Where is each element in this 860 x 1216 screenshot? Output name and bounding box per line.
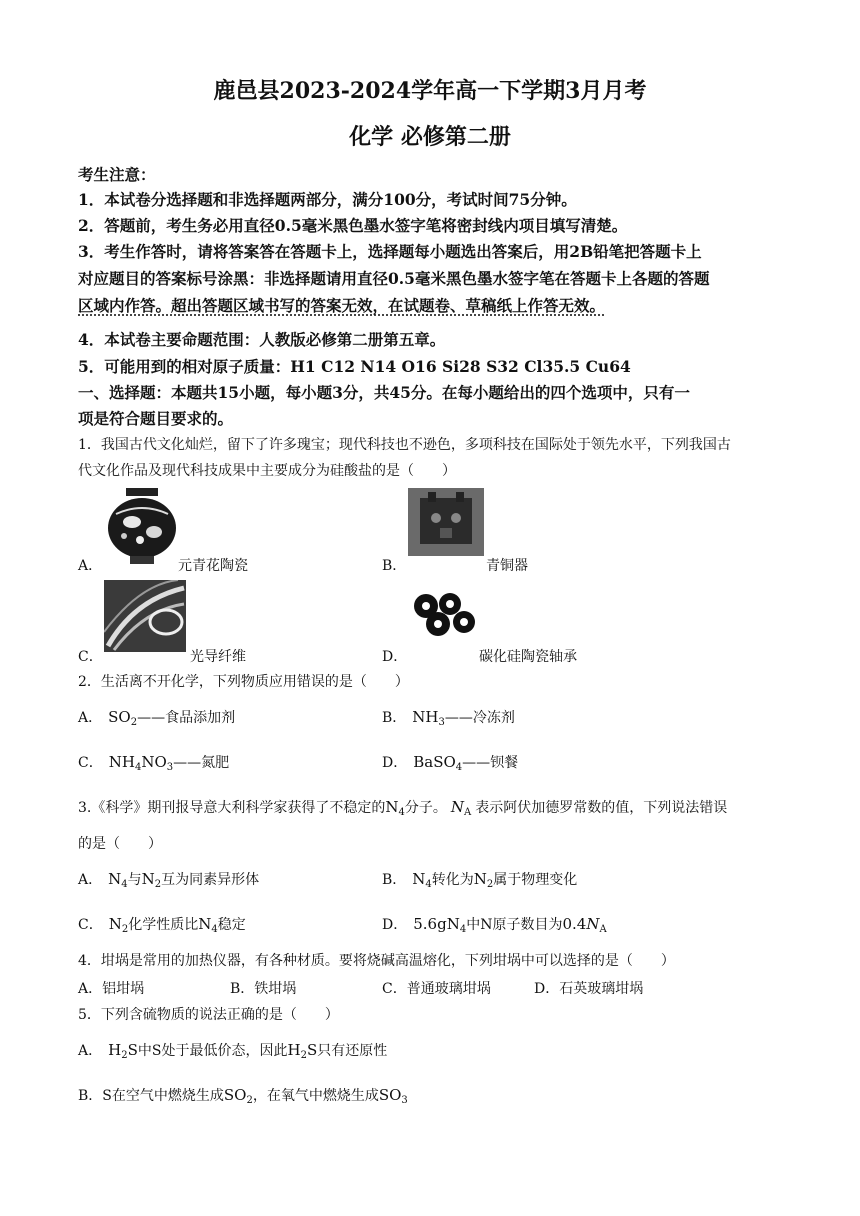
section-heading-line-2: 项是符合题目要求的。 (78, 409, 234, 428)
q2-option-b: B． $NH_3——$冷冻剂 (382, 708, 515, 728)
bronze-ware-image (408, 488, 484, 556)
q5-option-a: A． $H_2S$中S处于最低价态，因此$H_2S$只有还原性 (78, 1041, 388, 1061)
q1-option-d-letter: D． (382, 649, 408, 665)
q1-option-b-letter: B． (382, 558, 407, 574)
q1-option-a-letter: A． (78, 558, 103, 574)
q3-option-a: A． $N_4$与$N_2$互为同素异形体 (78, 870, 260, 890)
q3-option-b: B． $N_4$转化为$N_2$属于物理变化 (382, 870, 578, 890)
q1-option-c-text: 光导纤维 (190, 649, 246, 665)
optical-fiber-image (104, 580, 186, 652)
notice-item-1: 1．本试卷分选择题和非选择题两部分，满分100分，考试时间75分钟。 (78, 190, 577, 209)
q1-option-c-letter: C． (78, 649, 103, 665)
notice-item-5: 5．可能用到的相对原子质量：H1 C12 N14 O16 Si28 S32 Cl35.5 Cu64 (78, 357, 631, 376)
q5-stem: 5．下列含硫物质的说法正确的是（ ） (78, 1007, 339, 1023)
q1-stem-line-2: 代文化作品及现代科技成果中主要成分为硅酸盐的是（ ） (78, 463, 456, 479)
q1-stem-line-1: 1．我国古代文化灿烂，留下了许多瑰宝；现代科技也不逊色，多项科技在国际处于领先水平，下列我国古 (78, 437, 731, 453)
q4-stem: 4．坩埚是常用的加热仪器，有各种材质。要将烧碱高温熔化，下列坩埚中可以选择的是（ ） (78, 953, 675, 969)
notice-item-4: 4．本试卷主要命题范围：人教版必修第二册第五章。 (78, 330, 446, 349)
notice-item-3-line-1: 3．考生作答时，请将答案答在答题卡上，选择题每小题选出答案后，用2B铅笔把答题卡上 (78, 242, 702, 261)
q2-option-a: A． $SO_2——$食品添加剂 (78, 708, 236, 728)
q3-option-c: C． $N_2$化学性质比$N_4$稳定 (78, 915, 246, 935)
q3-stem-line-2: 的是（ ） (78, 836, 162, 852)
q1-option-d-text: 碳化硅陶瓷轴承 (479, 649, 577, 665)
q3-stem-line-1: 3.《科学》期刊报导意大利科学家获得了不稳定的$N_4$分子。 $N_A$ 表示阿伏加德罗常数的值，下列说法错误 (78, 798, 728, 818)
q4-option-c: C．普通玻璃坩埚 (382, 981, 491, 997)
q2-option-d: D． BaSO$_4$——钡餐 (382, 753, 519, 773)
notice-item-3-line-2: 对应题目的答案标号涂黑：非选择题请用直径0.5毫米黑色墨水签字笔在答题卡上各题的答题 (78, 269, 710, 288)
page-title: 鹿邑县2023-2024学年高一下学期3月月考 (213, 78, 647, 104)
q4-option-d: D．石英玻璃坩埚 (534, 981, 644, 997)
q2-option-c: C． $NH_4NO_3——$氮肥 (78, 753, 230, 773)
q1-option-a-text: 元青花陶瓷 (178, 558, 248, 574)
notice-item-2: 2．答题前，考生务必用直径0.5毫米黑色墨水签字笔将密封线内项目填写清楚。 (78, 216, 628, 235)
notice-item-3-line-3: 区域内作答。超出答题区域书写的答案无效，在试题卷、草稿纸上作答无效。 (78, 296, 606, 315)
q4-option-a: A．铝坩埚 (78, 981, 145, 997)
q2-stem: 2．生活离不开化学，下列物质应用错误的是（ ） (78, 674, 409, 690)
q4-option-b: B．铁坩埚 (230, 981, 297, 997)
q3-option-d: D． $5.6gN_4$中N原子数目为$0.4N_A$ (382, 915, 607, 935)
notice-heading: 考生注意： (78, 165, 156, 184)
q1-option-b-text: 青铜器 (486, 558, 528, 574)
silicon-carbide-bearing-image (406, 590, 480, 638)
q5-option-b: B．S在空气中燃烧生成$SO_2$，在氧气中燃烧生成$SO_3$ (78, 1086, 408, 1106)
section-heading-line-1: 一、选择题：本题共15小题，每小题3分，共45分。在每小题给出的四个选项中，只有一 (78, 383, 690, 402)
blue-white-porcelain-image (104, 488, 180, 566)
page-subtitle: 化学 必修第二册 (349, 124, 511, 150)
